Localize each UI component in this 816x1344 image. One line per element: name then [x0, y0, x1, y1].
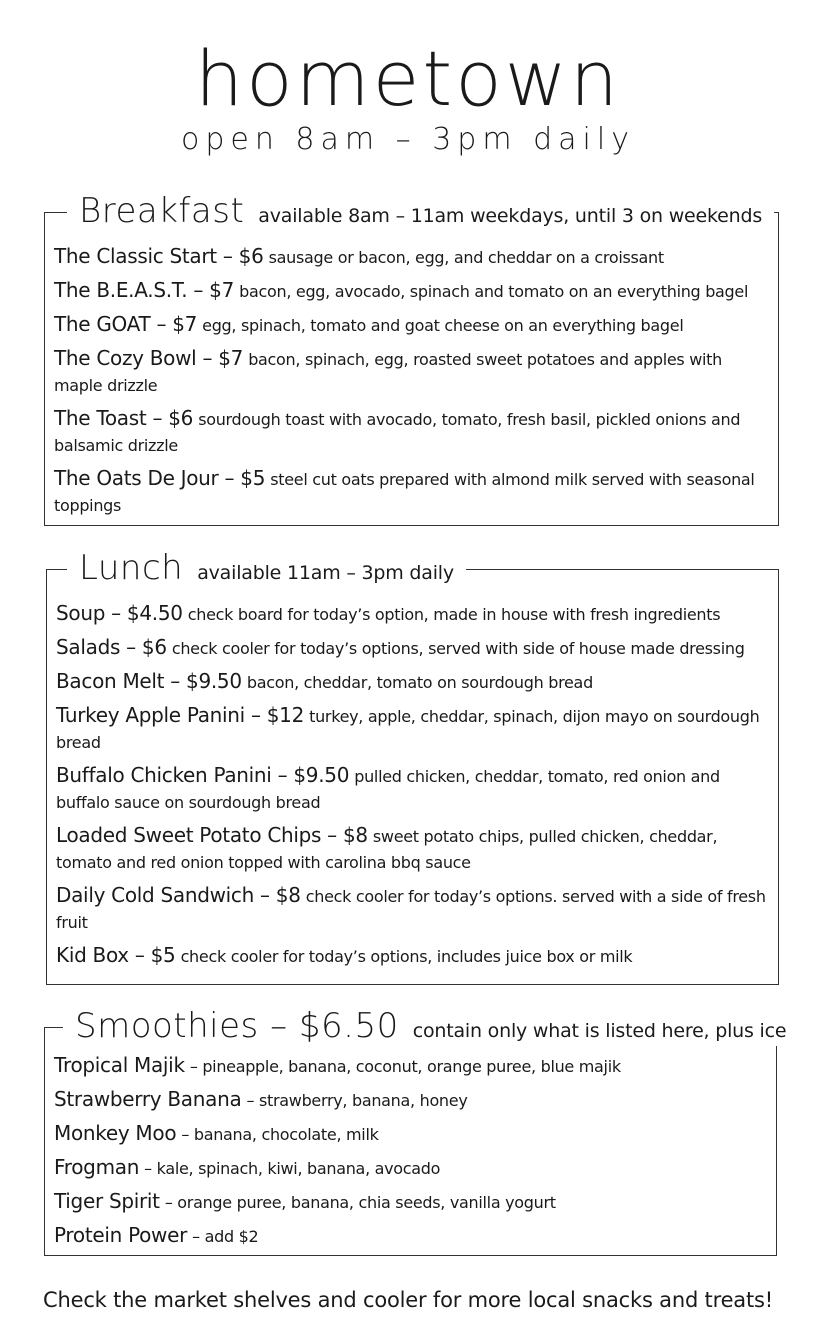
item-name: The Oats De Jour – $5 [54, 466, 266, 490]
item-name: Bacon Melt – $9.50 [56, 669, 242, 693]
item-name: Frogman [54, 1155, 140, 1179]
smoothies-heading: Smoothies – $6.50 [75, 1006, 399, 1046]
menu-item [54, 1222, 766, 1250]
breakfast-legend [67, 191, 774, 231]
item-name: The Toast – $6 [54, 406, 194, 430]
menu-item [56, 882, 768, 936]
lunch-note: available 11am – 3pm daily [197, 562, 454, 584]
item-name: Tiger Spirit [54, 1189, 160, 1213]
menu-item [54, 405, 768, 459]
item-description: steel cut oats prepared with almond milk served with seasonal toppings [54, 470, 755, 515]
smoothies-items [54, 1052, 766, 1256]
breakfast-items [54, 243, 768, 525]
item-description: check board for today’s option, made in house with fresh ingredients [187, 605, 721, 624]
menu-item [54, 277, 768, 305]
item-description: bacon, cheddar, tomato on sourdough bread [246, 673, 593, 692]
item-name: Tropical Majik [54, 1053, 185, 1077]
item-description: egg, spinach, tomato and goat cheese on an everything bagel [202, 316, 684, 335]
item-description: check cooler for today’s options, served with side of house made dressing [171, 639, 745, 658]
smoothies-note: contain only what is listed here, plus ice [412, 1020, 787, 1042]
item-description: check cooler for today’s options, includes juice box or milk [180, 947, 633, 966]
item-name: The Cozy Bowl – $7 [54, 346, 244, 370]
smoothies-legend [63, 1006, 798, 1046]
breakfast-section [44, 191, 779, 526]
menu-item [56, 942, 768, 970]
item-name: Daily Cold Sandwich – $8 [56, 883, 301, 907]
item-description: sweet potato chips, pulled chicken, cheddar, tomato and red onion topped with carolina bbq sauce [56, 827, 718, 872]
hours-subtitle: open 8am – 3pm daily [181, 122, 635, 157]
item-name: Monkey Moo [54, 1121, 177, 1145]
item-name: The Classic Start – $6 [54, 244, 264, 268]
item-description: check cooler for today’s options. served with a side of fresh fruit [56, 887, 766, 932]
lunch-legend [67, 548, 466, 588]
item-description: bacon, egg, avocado, spinach and tomato on an everything bagel [239, 282, 749, 301]
item-description: – add $2 [192, 1227, 259, 1246]
item-description: – kale, spinach, kiwi, banana, avocado [144, 1159, 441, 1178]
smoothies-section [44, 1006, 787, 1256]
footer-note: Check the market shelves and cooler for more local snacks and treats! [43, 1288, 773, 1312]
breakfast-note: available 8am – 11am weekdays, until 3 on weekends [258, 205, 763, 227]
item-name: Kid Box – $5 [56, 943, 176, 967]
item-name: Loaded Sweet Potato Chips – $8 [56, 823, 368, 847]
menu-item [56, 762, 768, 816]
menu-item [54, 1052, 766, 1080]
breakfast-heading: Breakfast [79, 191, 245, 231]
item-name: Salads – $6 [56, 635, 167, 659]
item-description: sourdough toast with avocado, tomato, fresh basil, pickled onions and balsamic drizzle [54, 410, 741, 455]
item-name: Turkey Apple Panini – $12 [56, 703, 305, 727]
menu-item [56, 600, 768, 628]
lunch-section [46, 548, 779, 985]
lunch-heading: Lunch [79, 548, 184, 588]
item-name: Soup – $4.50 [56, 601, 183, 625]
item-description: – orange puree, banana, chia seeds, vanilla yogurt [164, 1193, 556, 1212]
item-description: turkey, apple, cheddar, spinach, dijon mayo on sourdough bread [56, 707, 760, 752]
menu-item [56, 702, 768, 756]
item-description: – strawberry, banana, honey [246, 1091, 468, 1110]
item-name: The GOAT – $7 [54, 312, 198, 336]
menu-item [56, 822, 768, 876]
item-name: Protein Power [54, 1223, 188, 1247]
menu-item [54, 1154, 766, 1182]
item-description: sausage or bacon, egg, and cheddar on a croissant [268, 248, 664, 267]
menu-item [56, 634, 768, 662]
menu-item [54, 465, 768, 519]
lunch-items [56, 600, 768, 976]
menu-item [54, 345, 768, 399]
menu-item [56, 668, 768, 696]
item-description: pulled chicken, cheddar, tomato, red onion and buffalo sauce on sourdough bread [56, 767, 720, 812]
menu-item [54, 1188, 766, 1216]
item-name: Strawberry Banana [54, 1087, 242, 1111]
menu-item [54, 311, 768, 339]
item-description: – banana, chocolate, milk [181, 1125, 379, 1144]
item-name: Buffalo Chicken Panini – $9.50 [56, 763, 350, 787]
menu-title: hometown [194, 34, 622, 123]
item-name: The B.E.A.S.T. – $7 [54, 278, 235, 302]
menu-item [54, 1086, 766, 1114]
item-description: bacon, spinach, egg, roasted sweet potatoes and apples with maple drizzle [54, 350, 722, 395]
menu-item [54, 243, 768, 271]
menu-item [54, 1120, 766, 1148]
item-description: – pineapple, banana, coconut, orange puree, blue majik [189, 1057, 621, 1076]
